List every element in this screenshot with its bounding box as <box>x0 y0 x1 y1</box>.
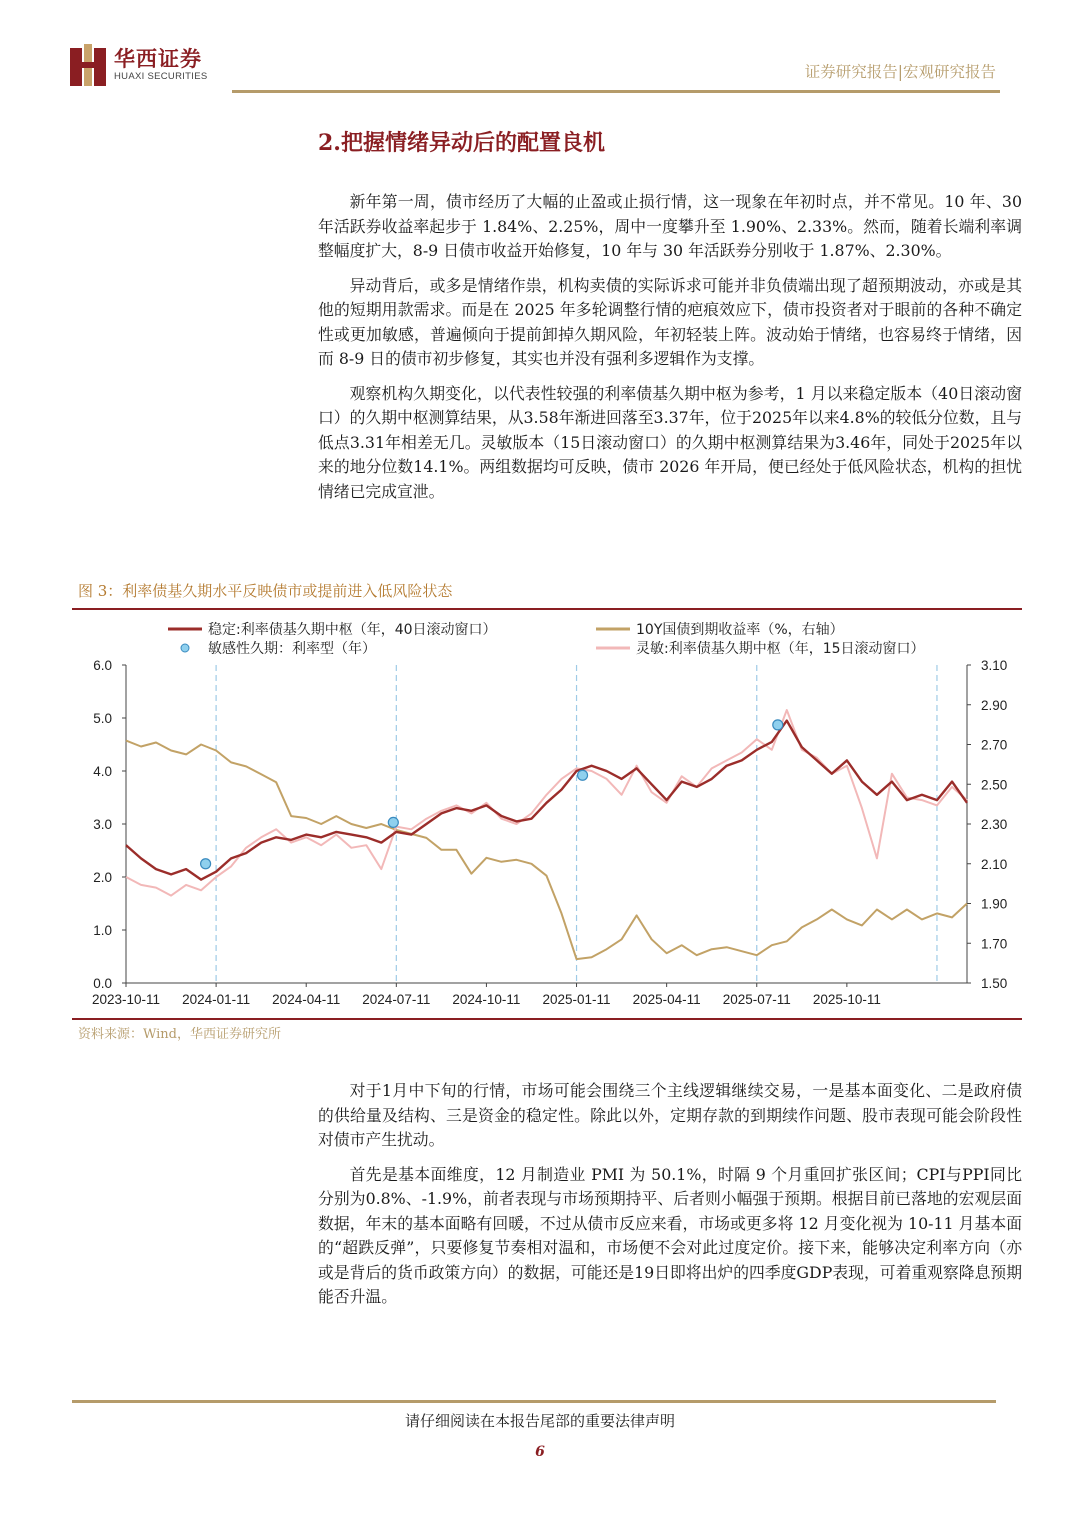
y-right-tick-label: 2.70 <box>981 737 1008 753</box>
y-left-tick-label: 6.0 <box>93 658 112 673</box>
section-title: 2.把握情绪异动后的配置良机 <box>318 130 605 156</box>
figure-title: 图 3：利率债基久期水平反映债市或提前进入低风险状态 <box>78 582 453 600</box>
chart-grid <box>216 665 937 983</box>
y-left-tick-label: 3.0 <box>93 817 112 832</box>
paragraph: 异动背后，或多是情绪作祟，机构卖债的实际诉求可能并非负债端出现了超预期波动，亦或是其他的短期用款需求。而是在 2025 年多轮调整行情的疤痕效应下，债市投资者对于眼前的各种不确定性或更加敏感，普遍倾向于提前卸掉久期风险，年初轻装上阵。波动始于情绪，也容易终于情绪，因而 8-9 日的债市初步修复，其实也并没有强利多逻辑作为支撑。 <box>318 275 1022 368</box>
y-right-tick-label: 1.70 <box>981 936 1008 952</box>
legend-label: 10Y国债到期收益率（%，右轴） <box>636 622 844 638</box>
scatter-point <box>388 817 398 827</box>
legend-swatch <box>181 644 189 652</box>
figure-source: 资料来源：Wind，华西证券研究所 <box>78 1027 281 1042</box>
legend-label: 敏感性久期：利率型（年） <box>208 641 376 657</box>
x-tick-label: 2025-04-11 <box>632 992 701 1007</box>
y-right-tick-label: 2.10 <box>981 856 1008 872</box>
y-left-tick-label: 5.0 <box>93 711 112 726</box>
scatter-point <box>578 770 588 780</box>
huaxi-logo-icon <box>70 44 106 86</box>
scatter-point <box>773 720 783 730</box>
x-tick-label: 2024-07-11 <box>362 992 431 1007</box>
brand-name-en: HUAXI SECURITIES <box>114 71 208 82</box>
paragraph: 对于1月中下旬的行情，市场可能会围绕三个主线逻辑继续交易，一是基本面变化、二是政府债的供给量及结构、三是资金的稳定性。除此以外，定期存款的到期续作问题、股市表现可能会阶段性对债市产生扰动。 <box>318 1081 1022 1149</box>
body-text-top <box>318 190 1022 504</box>
report-type: 证券研究报告|宏观研究报告 <box>804 63 996 81</box>
x-tick-label: 2025-10-11 <box>812 992 881 1007</box>
duration-yield-chart <box>72 612 1022 1016</box>
legend-label: 稳定:利率债基久期中枢（年，40日滚动窗口） <box>208 622 497 638</box>
page-number: 6 <box>535 1444 545 1460</box>
paragraph: 新年第一周，债市经历了大幅的止盈或止损行情，这一现象在年初时点，并不常见。10 年、30 年活跃券收益率起步于 1.84%、2.25%，周中一度攀升至 1.90%、2.33%。然而，随着长端利率调整幅度扩大，8-9 日债市收益开始修复，10 年与 30 年活跃券分别收于 1.87%、2.30%。 <box>318 192 1022 260</box>
paragraph: 首先是基本面维度，12 月制造业 PMI 为 50.1%，时隔 9 个月重回扩张区间；CPI与PPI同比分别为0.8%、-1.9%，前者表现与市场预期持平、后者则小幅强于预期。根据目前已落地的宏观层面数据，年末的基本面略有回暖，不过从债市反应来看，市场或更多将 12 月变化视为 10-11 月基本面的“超跌反弹”，只要修复节奏相对温和，市场便不会对此过度定价。接下来，能够决定利率方向（亦或是背后的货币政策方向）的数据，可能还是19日即将出炉的四季度GDP表现，可着重观察降息预期能否升温。 <box>318 1164 1022 1306</box>
x-tick-label: 2023-10-11 <box>91 992 161 1007</box>
footer-divider <box>72 1400 996 1403</box>
x-tick-label: 2024-10-11 <box>452 992 521 1007</box>
y-left-tick-label: 4.0 <box>93 764 112 779</box>
figure-bottom-rule <box>72 1018 1022 1020</box>
y-right-tick-label: 2.90 <box>981 697 1008 713</box>
figure-top-rule <box>72 608 1022 610</box>
brand-logo <box>70 44 207 86</box>
y-left-tick-label: 0.0 <box>93 976 112 991</box>
legend-label: 灵敏:利率债基久期中枢（年，15日滚动窗口） <box>636 641 925 657</box>
x-tick-label: 2025-01-11 <box>542 992 611 1007</box>
y-right-tick-label: 3.10 <box>981 658 1008 673</box>
y-left-tick-label: 2.0 <box>93 870 112 885</box>
header-divider <box>232 90 1000 93</box>
y-left-tick-label: 1.0 <box>93 923 112 938</box>
x-tick-label: 2025-07-11 <box>722 992 791 1007</box>
brand-name-cn: 华西证券 <box>114 47 202 71</box>
paragraph: 观察机构久期变化，以代表性较强的利率债基久期中枢为参考，1 月以来稳定版本（40日滚动窗口）的久期中枢测算结果，从3.58年渐进回落至3.37年，位于2025年以来4.8%的较低分位数，且与低点3.31年相差无几。灵敏版本（15日滚动窗口）的久期中枢测算结果为3.46年，同处于2025年以来的地分位数14.1%。两组数据均可反映，债市 2026 年开局，便已经处于低风险状态，机构的担忧情绪已完成宣泄。 <box>318 383 1022 501</box>
y-right-tick-label: 2.30 <box>981 817 1008 832</box>
y-right-tick-label: 1.90 <box>981 896 1008 912</box>
legal-notice: 请仔细阅读在本报告尾部的重要法律声明 <box>404 1412 675 1430</box>
body-text-bottom <box>318 1079 1022 1310</box>
scatter-point <box>201 859 211 869</box>
x-tick-label: 2024-04-11 <box>272 992 341 1007</box>
y-right-tick-label: 1.50 <box>981 976 1008 991</box>
x-tick-label: 2024-01-11 <box>182 992 251 1007</box>
y-right-tick-label: 2.50 <box>981 777 1008 793</box>
chart-legend <box>168 621 925 657</box>
series-line-0 <box>126 721 967 880</box>
chart-series <box>126 710 967 959</box>
